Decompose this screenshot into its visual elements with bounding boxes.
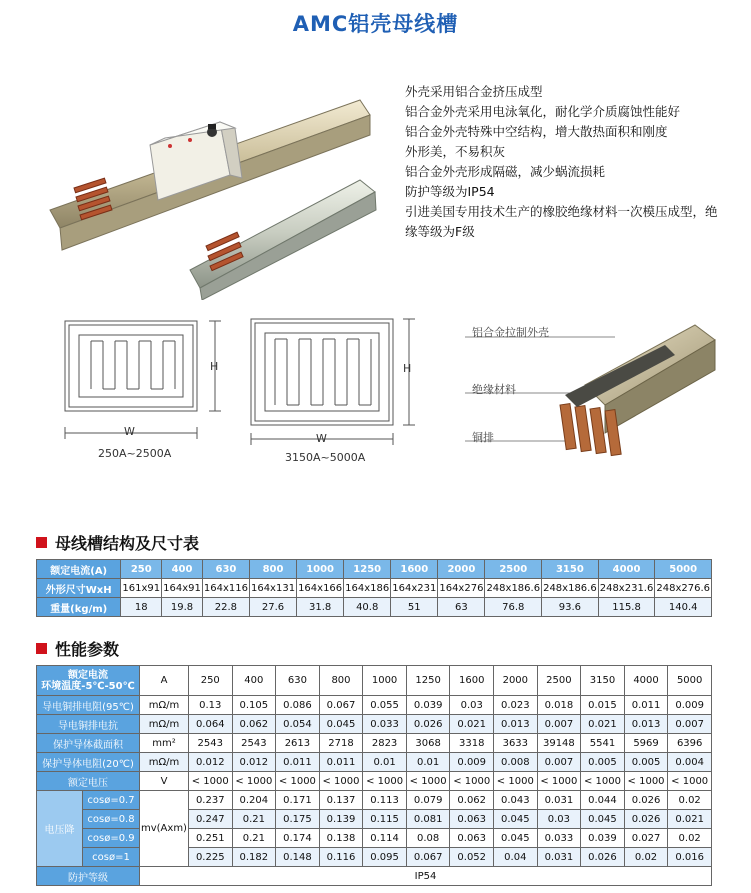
table-cell: 400 bbox=[162, 560, 203, 579]
table-cell: 0.174 bbox=[276, 829, 320, 848]
caption-large: 3150A~5000A bbox=[285, 451, 366, 464]
table-cell: 0.031 bbox=[537, 848, 581, 867]
table-cell: 3633 bbox=[494, 734, 538, 753]
width-label: W bbox=[124, 425, 135, 438]
table-cell: 400 bbox=[232, 666, 276, 696]
table-cell: 40.8 bbox=[344, 598, 391, 617]
table-cell: 0.007 bbox=[537, 753, 581, 772]
table-cell: 0.039 bbox=[406, 696, 450, 715]
row-label: cosø=0.7 bbox=[83, 791, 140, 810]
table-cell: 0.081 bbox=[406, 810, 450, 829]
table-cell: < 1000 bbox=[276, 772, 320, 791]
table-cell: 0.052 bbox=[450, 848, 494, 867]
table-cell: 0.086 bbox=[276, 696, 320, 715]
feature-item: 防护等级为IP54 bbox=[405, 184, 495, 199]
table-cell: 0.021 bbox=[450, 715, 494, 734]
feature-item: 引进美国专用技术生产的橡胶绝缘材料一次模压成型，绝缘等级为F级 bbox=[405, 204, 718, 239]
table-cell: 0.011 bbox=[319, 753, 363, 772]
table-cell: 164x276 bbox=[438, 579, 485, 598]
table-cell: 0.225 bbox=[188, 848, 232, 867]
table-cell: 0.045 bbox=[319, 715, 363, 734]
row-label: 防护等级 bbox=[37, 867, 140, 886]
table-cell: 0.114 bbox=[363, 829, 407, 848]
table-cell: 0.105 bbox=[232, 696, 276, 715]
table-cell: 0.009 bbox=[668, 696, 712, 715]
height-label: H bbox=[403, 362, 412, 375]
table-cell: 0.033 bbox=[537, 829, 581, 848]
table-cell: 0.067 bbox=[406, 848, 450, 867]
table-cell: 22.8 bbox=[202, 598, 249, 617]
table-cell: 0.012 bbox=[232, 753, 276, 772]
table-cell: 93.6 bbox=[542, 598, 599, 617]
table-cell: < 1000 bbox=[319, 772, 363, 791]
table-cell: 2613 bbox=[276, 734, 320, 753]
table-cell: 0.004 bbox=[668, 753, 712, 772]
label-copper: 铜排 bbox=[472, 431, 494, 444]
table-cell: 0.182 bbox=[232, 848, 276, 867]
feature-item: 外形美，不易积灰 bbox=[405, 144, 506, 159]
table-cell: 0.137 bbox=[319, 791, 363, 810]
table-cell: 164x131 bbox=[249, 579, 296, 598]
header-label-line2: 环境温度-5℃-50℃ bbox=[41, 680, 135, 692]
table-cell: 0.251 bbox=[188, 829, 232, 848]
table-cell: 5541 bbox=[581, 734, 625, 753]
section-heading-performance bbox=[36, 637, 119, 660]
table-cell: < 1000 bbox=[537, 772, 581, 791]
dimensions-table bbox=[36, 559, 712, 617]
table-cell: 115.8 bbox=[598, 598, 655, 617]
table-row bbox=[37, 772, 712, 791]
protection-value: IP54 bbox=[140, 867, 712, 886]
table-cell: 0.04 bbox=[494, 848, 538, 867]
table-cell: 630 bbox=[202, 560, 249, 579]
table-cell: 0.03 bbox=[450, 696, 494, 715]
table-cell: 0.026 bbox=[624, 791, 668, 810]
caption-small: 250A~2500A bbox=[98, 447, 172, 460]
section-title: 母线槽结构及尺寸表 bbox=[55, 534, 200, 553]
table-cell: 0.021 bbox=[581, 715, 625, 734]
table-cell: 0.045 bbox=[494, 829, 538, 848]
table-cell: 0.012 bbox=[188, 753, 232, 772]
table-cell: 3318 bbox=[450, 734, 494, 753]
table-cell: 0.175 bbox=[276, 810, 320, 829]
table-cell: 0.045 bbox=[494, 810, 538, 829]
table-row bbox=[37, 848, 712, 867]
table-cell: < 1000 bbox=[624, 772, 668, 791]
table-cell: 0.113 bbox=[363, 791, 407, 810]
table-cell: 0.033 bbox=[363, 715, 407, 734]
table-cell: 27.6 bbox=[249, 598, 296, 617]
table-cell: 0.011 bbox=[276, 753, 320, 772]
table-cell: 76.8 bbox=[485, 598, 542, 617]
table-cell: 0.247 bbox=[188, 810, 232, 829]
table-cell: < 1000 bbox=[668, 772, 712, 791]
table-cell: 2500 bbox=[485, 560, 542, 579]
unit-cell: mm² bbox=[140, 734, 189, 753]
table-cell: 2543 bbox=[188, 734, 232, 753]
table-cell: 0.013 bbox=[494, 715, 538, 734]
table-cell: 19.8 bbox=[162, 598, 203, 617]
table-cell: 0.031 bbox=[537, 791, 581, 810]
table-cell: < 1000 bbox=[450, 772, 494, 791]
unit-cell: V bbox=[140, 772, 189, 791]
feature-item: 铝合金外壳特殊中空结构，增大散热面积和刚度 bbox=[405, 124, 668, 139]
table-cell: 1000 bbox=[363, 666, 407, 696]
row-label: cosø=0.8 bbox=[83, 810, 140, 829]
feature-list bbox=[405, 82, 725, 242]
row-label: 导电铜排电阻(95℃) bbox=[37, 696, 140, 715]
row-label: 重量(kg/m) bbox=[37, 598, 121, 617]
product-photo bbox=[30, 60, 390, 300]
table-cell: 0.045 bbox=[581, 810, 625, 829]
unit-cell: mΩ/m bbox=[140, 696, 189, 715]
row-label: cosø=0.9 bbox=[83, 829, 140, 848]
table-cell: 140.4 bbox=[655, 598, 712, 617]
table-cell: 248x186.6 bbox=[542, 579, 599, 598]
table-cell: 51 bbox=[391, 598, 438, 617]
table-cell: < 1000 bbox=[188, 772, 232, 791]
table-cell: 630 bbox=[276, 666, 320, 696]
table-cell: 2500 bbox=[537, 666, 581, 696]
table-row bbox=[37, 810, 712, 829]
table-cell: 248x186.6 bbox=[485, 579, 542, 598]
table-cell: 0.08 bbox=[406, 829, 450, 848]
table-cell: 0.021 bbox=[668, 810, 712, 829]
table-cell: 0.13 bbox=[188, 696, 232, 715]
table-cell: < 1000 bbox=[406, 772, 450, 791]
table-cell: 0.064 bbox=[188, 715, 232, 734]
row-label: 额定电流(A) bbox=[37, 560, 121, 579]
table-cell: 0.148 bbox=[276, 848, 320, 867]
table-cell: 0.044 bbox=[581, 791, 625, 810]
feature-item: 铝合金外壳形成隔磁，减少蜗流损耗 bbox=[405, 164, 606, 179]
table-cell: 0.054 bbox=[276, 715, 320, 734]
table-cell: 3068 bbox=[406, 734, 450, 753]
table-cell: 1600 bbox=[391, 560, 438, 579]
table-cell: 0.237 bbox=[188, 791, 232, 810]
voltage-drop-label: 电压降 bbox=[37, 791, 83, 867]
table-cell: 800 bbox=[249, 560, 296, 579]
table-cell: 0.023 bbox=[494, 696, 538, 715]
table-cell: 3150 bbox=[542, 560, 599, 579]
table-cell: 0.026 bbox=[624, 810, 668, 829]
label-insulation: 绝缘材料 bbox=[472, 383, 516, 396]
label-shell: 铝合金拉制外壳 bbox=[472, 326, 549, 339]
row-label: 导电铜排电抗 bbox=[37, 715, 140, 734]
table-cell: 1000 bbox=[297, 560, 344, 579]
table-cell: 0.115 bbox=[363, 810, 407, 829]
table-row bbox=[37, 696, 712, 715]
table-cell: 2718 bbox=[319, 734, 363, 753]
table-cell: 164x186 bbox=[344, 579, 391, 598]
table-cell: 250 bbox=[121, 560, 162, 579]
table-cell: 5000 bbox=[655, 560, 712, 579]
row-label: 外形尺寸WxH bbox=[37, 579, 121, 598]
table-cell: 161x91 bbox=[121, 579, 162, 598]
table-cell: < 1000 bbox=[363, 772, 407, 791]
row-label: 保护导体截面积 bbox=[37, 734, 140, 753]
table-cell: 0.139 bbox=[319, 810, 363, 829]
table-row bbox=[37, 791, 712, 810]
table-cell: 39148 bbox=[537, 734, 581, 753]
table-cell: 2000 bbox=[438, 560, 485, 579]
table-cell: 164x91 bbox=[162, 579, 203, 598]
table-cell: 0.138 bbox=[319, 829, 363, 848]
table-cell: 0.011 bbox=[624, 696, 668, 715]
table-cell: 0.005 bbox=[581, 753, 625, 772]
table-cell: 31.8 bbox=[297, 598, 344, 617]
table-row bbox=[37, 753, 712, 772]
feature-item: 铝合金外壳采用电泳氧化，耐化学介质腐蚀性能好 bbox=[405, 104, 681, 119]
table-cell: 0.062 bbox=[450, 791, 494, 810]
table-cell: 0.055 bbox=[363, 696, 407, 715]
table-cell: 250 bbox=[188, 666, 232, 696]
unit-cell: mΩ/m bbox=[140, 715, 189, 734]
table-cell: 0.062 bbox=[232, 715, 276, 734]
table-cell: 0.02 bbox=[668, 829, 712, 848]
table-cell: 0.005 bbox=[624, 753, 668, 772]
table-cell: 0.015 bbox=[581, 696, 625, 715]
section-title: 性能参数 bbox=[55, 640, 120, 659]
header-label-line1: 额定电流 bbox=[68, 669, 108, 681]
table-cell: 0.007 bbox=[668, 715, 712, 734]
cross-section-small bbox=[55, 315, 230, 445]
table-row bbox=[37, 867, 712, 886]
cross-section-large bbox=[245, 315, 420, 445]
table-cell: 6396 bbox=[668, 734, 712, 753]
table-row bbox=[37, 829, 712, 848]
table-cell: 2543 bbox=[232, 734, 276, 753]
row-label: 额定电压 bbox=[37, 772, 140, 791]
table-cell: 1250 bbox=[344, 560, 391, 579]
table-cell: 0.01 bbox=[363, 753, 407, 772]
table-cell: 0.01 bbox=[406, 753, 450, 772]
table-cell: 0.016 bbox=[668, 848, 712, 867]
table-cell: 18 bbox=[121, 598, 162, 617]
table-cell: 248x231.6 bbox=[598, 579, 655, 598]
table-cell: 0.204 bbox=[232, 791, 276, 810]
table-cell: < 1000 bbox=[232, 772, 276, 791]
table-cell: 0.116 bbox=[319, 848, 363, 867]
bullet-square-icon bbox=[36, 537, 47, 548]
unit-cell: mv(Axm) bbox=[140, 791, 189, 867]
table-cell: 800 bbox=[319, 666, 363, 696]
table-cell: 0.018 bbox=[537, 696, 581, 715]
unit-cell: mΩ/m bbox=[140, 753, 189, 772]
row-label: 保护导体电阻(20℃) bbox=[37, 753, 140, 772]
table-cell: 0.02 bbox=[624, 848, 668, 867]
table-cell: 164x166 bbox=[297, 579, 344, 598]
table-cell: 0.171 bbox=[276, 791, 320, 810]
table-cell: 0.21 bbox=[232, 829, 276, 848]
table-cell: 164x231 bbox=[391, 579, 438, 598]
table-cell: 0.079 bbox=[406, 791, 450, 810]
row-label: cosø=1 bbox=[83, 848, 140, 867]
table-cell: 5000 bbox=[668, 666, 712, 696]
table-cell: 248x276.6 bbox=[655, 579, 712, 598]
header-unit: A bbox=[140, 666, 189, 696]
table-cell: 63 bbox=[438, 598, 485, 617]
bullet-square-icon bbox=[36, 643, 47, 654]
table-cell: 0.007 bbox=[537, 715, 581, 734]
table-cell: 1600 bbox=[450, 666, 494, 696]
table-cell: 0.039 bbox=[581, 829, 625, 848]
table-cell: 0.026 bbox=[581, 848, 625, 867]
table-cell: 164x116 bbox=[202, 579, 249, 598]
table-cell: < 1000 bbox=[581, 772, 625, 791]
table-cell: 0.026 bbox=[406, 715, 450, 734]
table-cell: 3150 bbox=[581, 666, 625, 696]
table-row bbox=[37, 734, 712, 753]
width-label: W bbox=[316, 432, 327, 445]
page-title: AMC铝壳母线槽 bbox=[292, 12, 459, 36]
table-cell: 4000 bbox=[624, 666, 668, 696]
table-cell: 2823 bbox=[363, 734, 407, 753]
table-cell: 0.067 bbox=[319, 696, 363, 715]
table-cell: 5969 bbox=[624, 734, 668, 753]
table-row bbox=[37, 715, 712, 734]
table-cell: 0.02 bbox=[668, 791, 712, 810]
table-cell: 4000 bbox=[598, 560, 655, 579]
section-heading-dimensions bbox=[36, 531, 199, 554]
table-cell: 2000 bbox=[494, 666, 538, 696]
header-label bbox=[37, 666, 140, 696]
table-cell: 0.013 bbox=[624, 715, 668, 734]
table-cell: < 1000 bbox=[494, 772, 538, 791]
performance-table bbox=[36, 665, 712, 886]
table-cell: 0.063 bbox=[450, 810, 494, 829]
table-cell: 0.095 bbox=[363, 848, 407, 867]
table-cell: 1250 bbox=[406, 666, 450, 696]
feature-item: 外壳采用铝合金挤压成型 bbox=[405, 84, 543, 99]
table-cell: 0.027 bbox=[624, 829, 668, 848]
table-cell: 0.063 bbox=[450, 829, 494, 848]
table-cell: 0.008 bbox=[494, 753, 538, 772]
height-label: H bbox=[210, 360, 219, 373]
table-cell: 0.043 bbox=[494, 791, 538, 810]
table-cell: 0.03 bbox=[537, 810, 581, 829]
table-cell: 0.009 bbox=[450, 753, 494, 772]
table-cell: 0.21 bbox=[232, 810, 276, 829]
